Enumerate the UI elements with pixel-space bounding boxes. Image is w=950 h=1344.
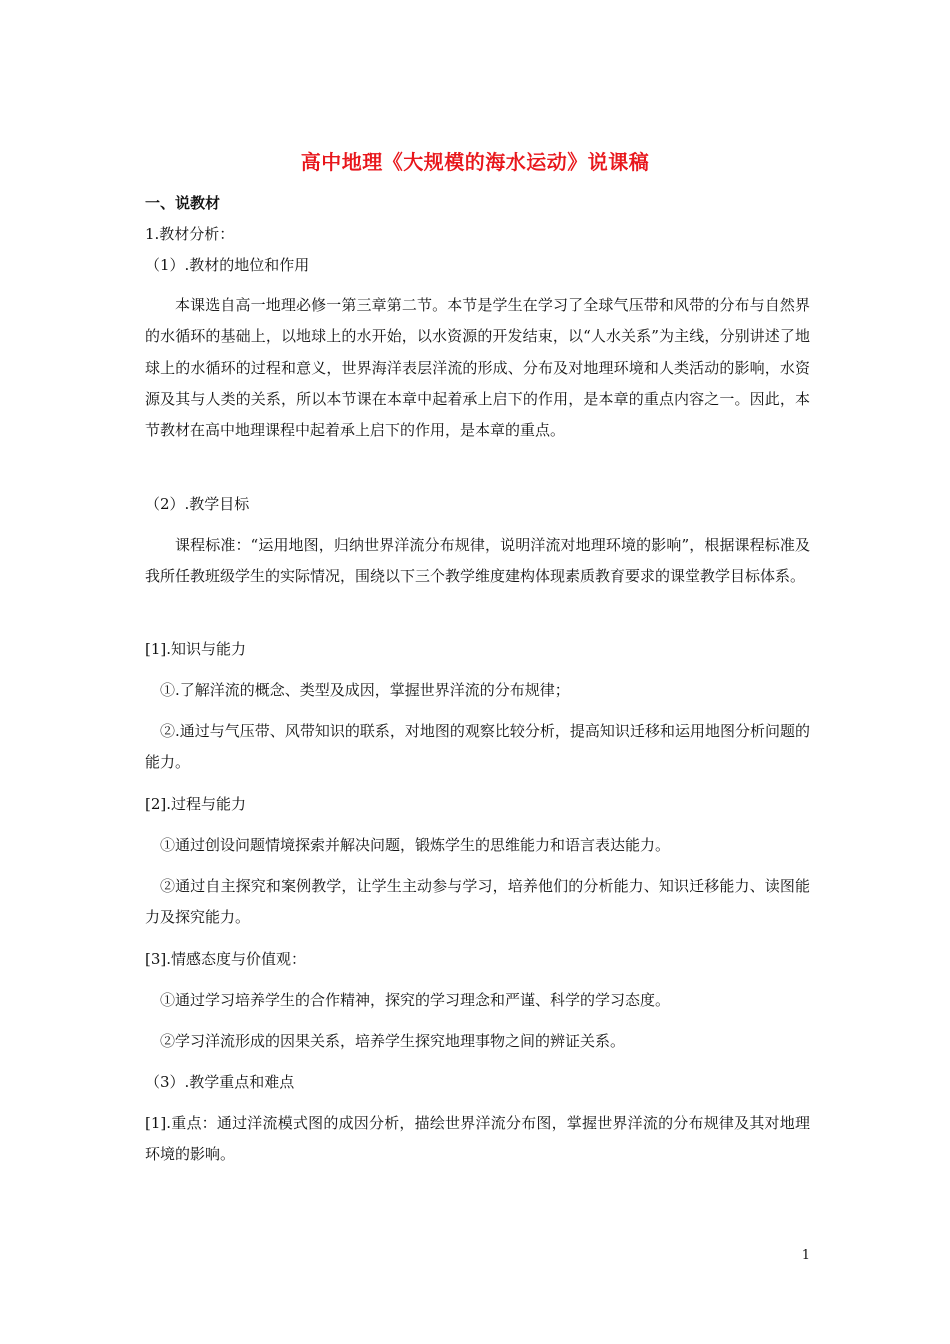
goal-item: ①.了解洋流的概念、类型及成因，掌握世界洋流的分布规律； (160, 681, 570, 699)
goal-item: ②通过自主探究和案例教学，让学生主动参与学习，培养他们的分析能力、知识迁移能力、读图能力及探究能力。 (145, 877, 810, 927)
page-number: 1 (801, 1248, 810, 1263)
paragraph-position-and-role: 本课选自高一地理必修一第三章第二节。本节是学生在学习了全球气压带和风带的分布与自然界的水循环的基础上，以地球上的水开始，以水资源的开发结束，以“人水关系”为主线，分别讲述了地球上的水循环的过程和意义，世界海洋表层洋流的形成、分布及对地理环境和人类活动的影响，水资源及其与人类的关系，所以本节课在本章中起着承上启下的作用，是本章的重点内容之一。因此，本节教材在高中地理课程中起着承上启下的作用，是本章的重点。 (145, 296, 810, 440)
goal-heading-attitude-values: [3].情感态度与价值观： (145, 950, 307, 968)
section-heading-teaching-material: 一、说教材 (145, 194, 221, 212)
goal-item: ①通过创设问题情境探索并解决问题，锻炼学生的思维能力和语言表达能力。 (160, 836, 671, 854)
goal-heading-knowledge-ability: [1].知识与能力 (145, 640, 247, 658)
document-title: 高中地理《大规模的海水运动》说课稿 (300, 150, 650, 174)
subheading-material-analysis: 1.教材分析： (145, 225, 235, 243)
goal-item: ②学习洋流形成的因果关系，培养学生探究地理事物之间的辨证关系。 (160, 1032, 626, 1050)
subheading-key-and-difficult-points: （3）.教学重点和难点 (145, 1073, 295, 1091)
key-point-paragraph: [1].重点：通过洋流模式图的成因分析，描绘世界洋流分布图，掌握世界洋流的分布规律及其对地理环境的影响。 (145, 1114, 810, 1164)
goal-item: ①通过学习培养学生的合作精神，探究的学习理念和严谨、科学的学习态度。 (160, 991, 671, 1009)
subheading-position-and-role: （1）.教材的地位和作用 (145, 256, 310, 274)
paragraph-curriculum-standard: 课程标准：“运用地图，归纳世界洋流分布规律，说明洋流对地理环境的影响”，根据课程标准及我所任教班级学生的实际情况，围绕以下三个教学维度建构体现素质教育要求的课堂教学目标体系。 (145, 536, 810, 586)
subheading-teaching-goals: （2）.教学目标 (145, 495, 250, 513)
goal-heading-process-ability: [2].过程与能力 (145, 795, 247, 813)
goal-item: ②.通过与气压带、风带知识的联系，对地图的观察比较分析，提高知识迁移和运用地图分析问题的能力。 (145, 722, 810, 772)
